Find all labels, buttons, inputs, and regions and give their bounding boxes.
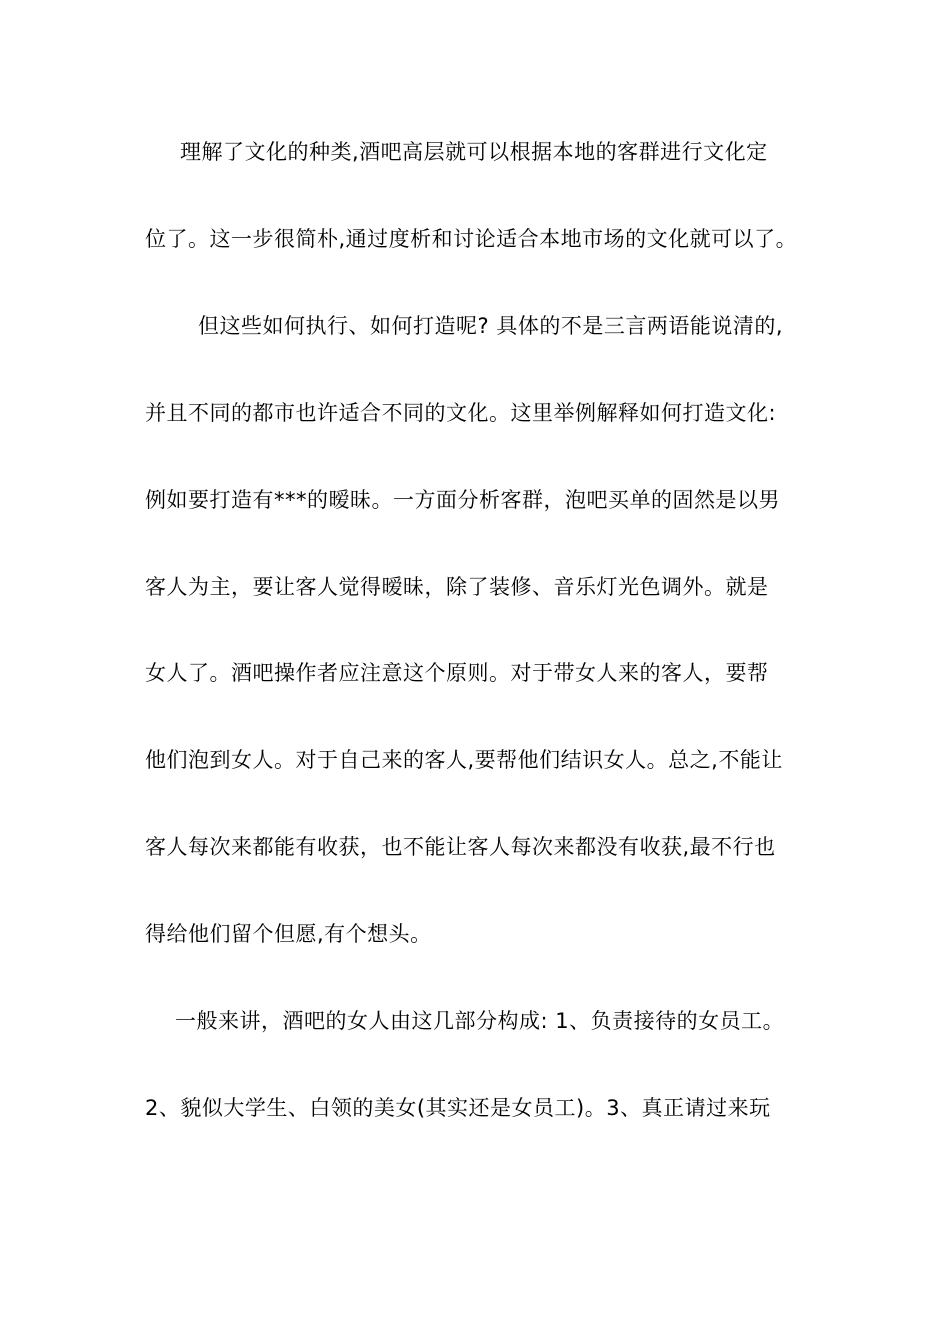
paragraph-line: 例如要打造有***的暧昧。一方面分析客群，泡吧买单的固然是以男	[145, 488, 780, 512]
paragraph-line: 女人了。酒吧操作者应注意这个原则。对于带女人来的客人，要帮	[145, 661, 769, 685]
paragraph-line: 客人每次来都能有收获，也不能让客人每次来都没有收获,最不行也	[145, 835, 776, 859]
paragraph-line: 客人为主，要让客人觉得暧昧，除了装修、音乐灯光色调外。就是	[145, 575, 769, 599]
paragraph-line: 理解了文化的种类,酒吧高层就可以根据本地的客群进行文化定	[180, 140, 768, 164]
paragraph-line: 一般来讲，酒吧的女人由这几部分构成: 1、负责接待的女员工。	[175, 1009, 785, 1033]
paragraph-line: 并且不同的都市也许适合不同的文化。这里举例解释如何打造文化:	[145, 401, 777, 425]
paragraph-line: 位了。这一步很简朴,通过度析和讨论适合本地市场的文化就可以了。	[145, 227, 798, 251]
paragraph-line: 2、貌似大学生、白领的美女(其实还是女员工)。3、真正请过来玩	[145, 1096, 771, 1120]
paragraph-line: 但这些如何执行、如何打造呢? 具体的不是三言两语能说清的,	[198, 314, 783, 338]
paragraph-line: 他们泡到女人。对于自己来的客人,要帮他们结识女人。总之,不能让	[145, 748, 783, 772]
paragraph-line: 得给他们留个但愿,有个想头。	[145, 922, 432, 946]
